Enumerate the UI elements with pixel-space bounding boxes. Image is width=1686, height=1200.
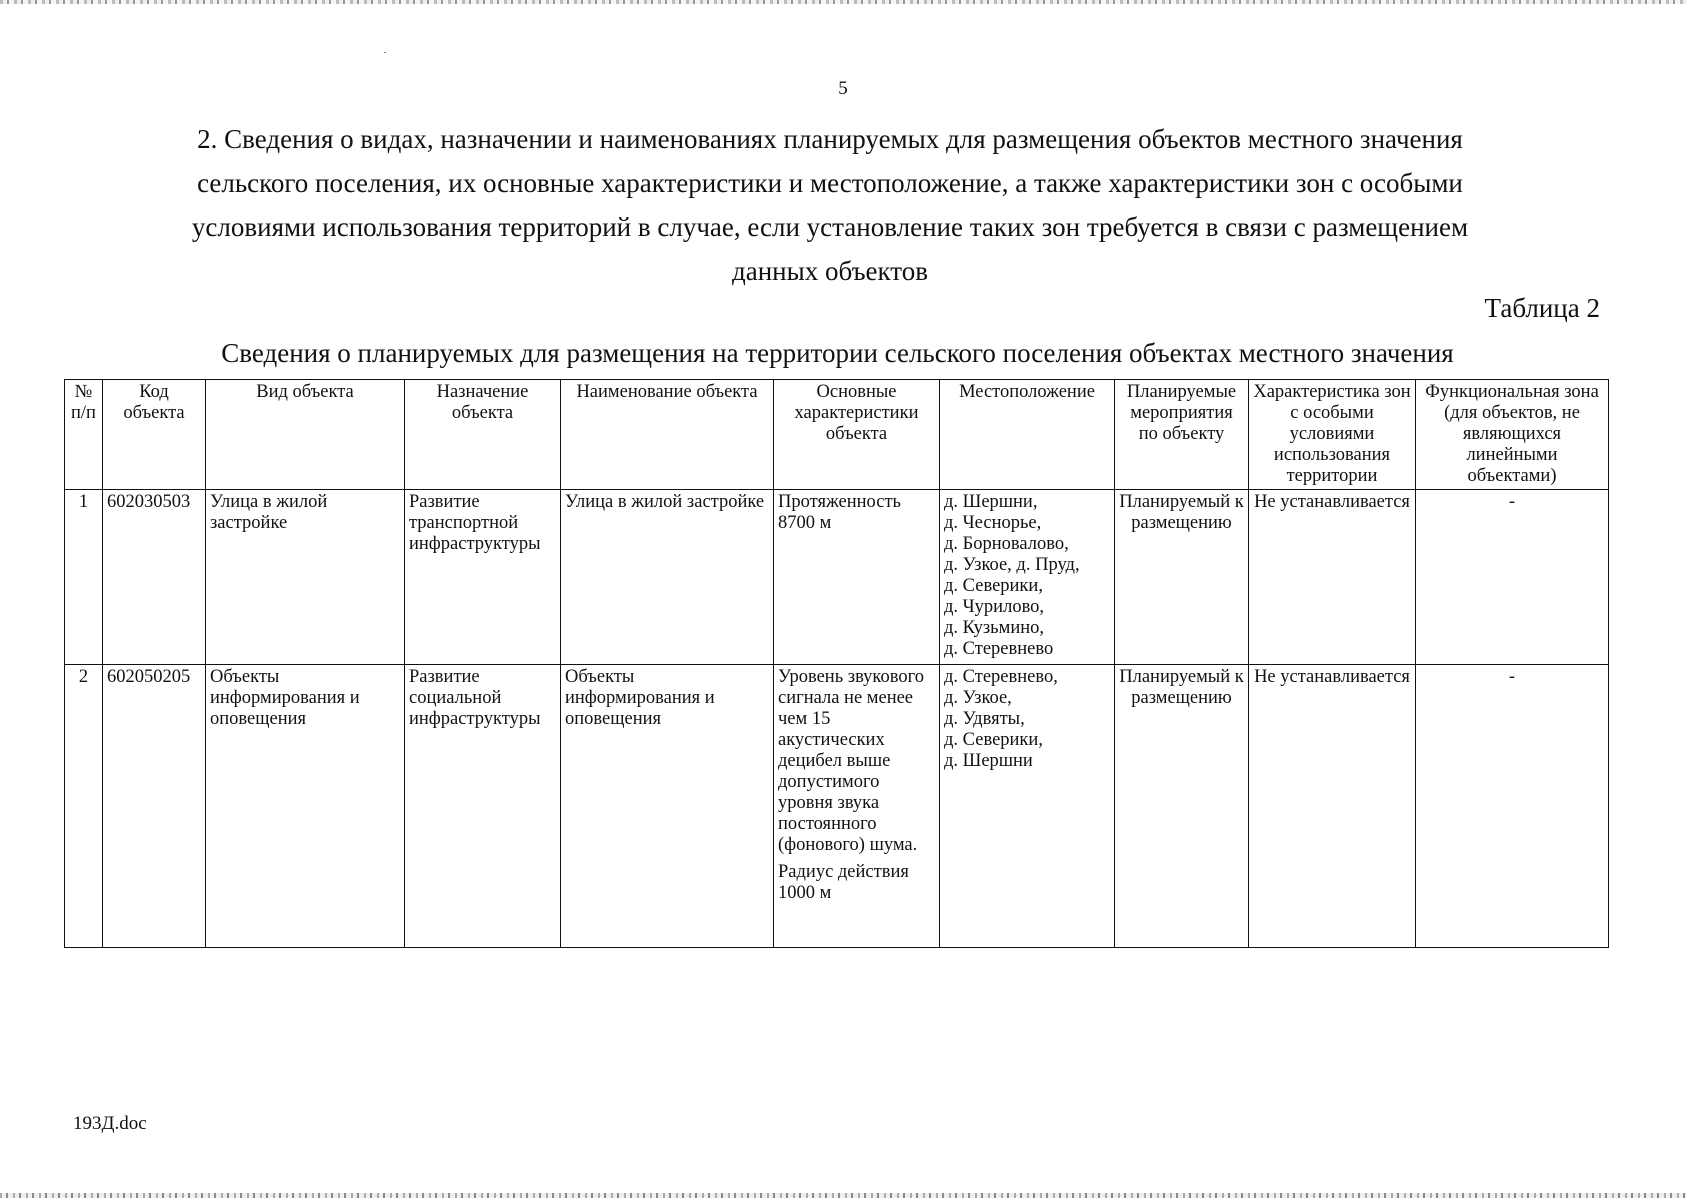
- location-line: д. Чурилово,: [944, 597, 1045, 617]
- header-measures: Планируемые мероприятия по объекту: [1115, 380, 1249, 490]
- header-characteristics: Основные характеристики объекта: [774, 380, 940, 490]
- location-line: д. Чеснорье,: [944, 513, 1042, 533]
- header-purpose: Назначение объекта: [405, 380, 561, 490]
- characteristics-radius: Радиус действия 1000 м: [778, 862, 909, 903]
- header-num: № п/п: [65, 380, 103, 490]
- location-line: д. Узкое, д. Пруд,: [944, 555, 1080, 575]
- header-type: Вид объекта: [206, 380, 405, 490]
- cell-num: 2: [65, 665, 103, 948]
- location-line: д. Удвяты,: [944, 709, 1025, 729]
- objects-table: [64, 379, 1609, 948]
- cell-measures: Планируемый к размещению: [1115, 665, 1249, 948]
- header-name: Наименование объекта: [561, 380, 774, 490]
- characteristics-text: Протяженность 8700 м: [778, 492, 901, 533]
- cell-purpose: Развитие транспортной инфраструктуры: [405, 490, 561, 665]
- location-line: д. Шершни: [944, 751, 1033, 771]
- cell-functional-zone: -: [1416, 665, 1609, 948]
- heading-line: данных объектов: [732, 256, 928, 286]
- heading-line: 2. Сведения о видах, назначении и наименованиях планируемых для размещения объектов местного значения: [197, 124, 1463, 154]
- location-line: д. Узкое,: [944, 688, 1012, 708]
- header-functional-zone: Функциональная зона (для объектов, не являющихся линейными объектами): [1416, 380, 1609, 490]
- cell-zones: Не устанавливается: [1249, 665, 1416, 948]
- cell-zones: Не устанавливается: [1249, 490, 1416, 665]
- cell-characteristics: [774, 490, 940, 665]
- cell-name: Улица в жилой застройке: [561, 490, 774, 665]
- characteristics-text: Уровень звукового сигнала не менее чем 15 акустических децибел выше допустимого уровня звука постоянного (фонового) шума.: [778, 667, 924, 855]
- table-row: [65, 490, 1609, 665]
- table-header-row: [65, 380, 1609, 490]
- cell-location: [940, 490, 1115, 665]
- table-row: [65, 665, 1609, 948]
- cell-type: Улица в жилой застройке: [206, 490, 405, 665]
- header-zones: Характеристика зон с особыми условиями использования территории: [1249, 380, 1416, 490]
- scan-edge-bottom: [0, 1193, 1686, 1198]
- header-location: Местоположение: [940, 380, 1115, 490]
- location-line: д. Стеревнево,: [944, 667, 1058, 687]
- cell-functional-zone: -: [1416, 490, 1609, 665]
- scan-speck: [384, 52, 386, 53]
- heading-line: условиями использования территорий в случае, если установление таких зон требуется в связи с размещением: [191, 212, 1469, 242]
- scan-edge-top: [0, 0, 1686, 4]
- cell-characteristics: [774, 665, 940, 948]
- cell-measures: Планируемый к размещению: [1115, 490, 1249, 665]
- section-heading: [95, 117, 1565, 293]
- heading-line: сельского поселения, их основные характеристики и местоположение, а также характеристики зон с особыми: [197, 168, 1463, 198]
- location-line: д. Северики,: [944, 730, 1043, 750]
- document-filename: 193Д.doc: [73, 1113, 147, 1134]
- page-number: 5: [838, 78, 848, 99]
- cell-code: 602050205: [103, 665, 206, 948]
- cell-purpose: Развитие социальной инфраструктуры: [405, 665, 561, 948]
- header-code: Код объекта: [103, 380, 206, 490]
- location-line: д. Стеревнево: [944, 639, 1054, 659]
- location-line: д. Северики,: [944, 576, 1043, 596]
- cell-code: 602030503: [103, 490, 206, 665]
- cell-num: 1: [65, 490, 103, 665]
- table-label: Таблица 2: [1484, 293, 1600, 323]
- cell-type: Объекты информирования и оповещения: [206, 665, 405, 948]
- cell-location: [940, 665, 1115, 948]
- location-line: д. Шершни,: [944, 492, 1038, 512]
- location-line: д. Кузьмино,: [944, 618, 1044, 638]
- location-line: д. Борновалово,: [944, 534, 1069, 554]
- cell-name: Объекты информирования и оповещения: [561, 665, 774, 948]
- table-caption: Сведения о планируемых для размещения на территории сельского поселения объектах местного значения: [221, 338, 1454, 368]
